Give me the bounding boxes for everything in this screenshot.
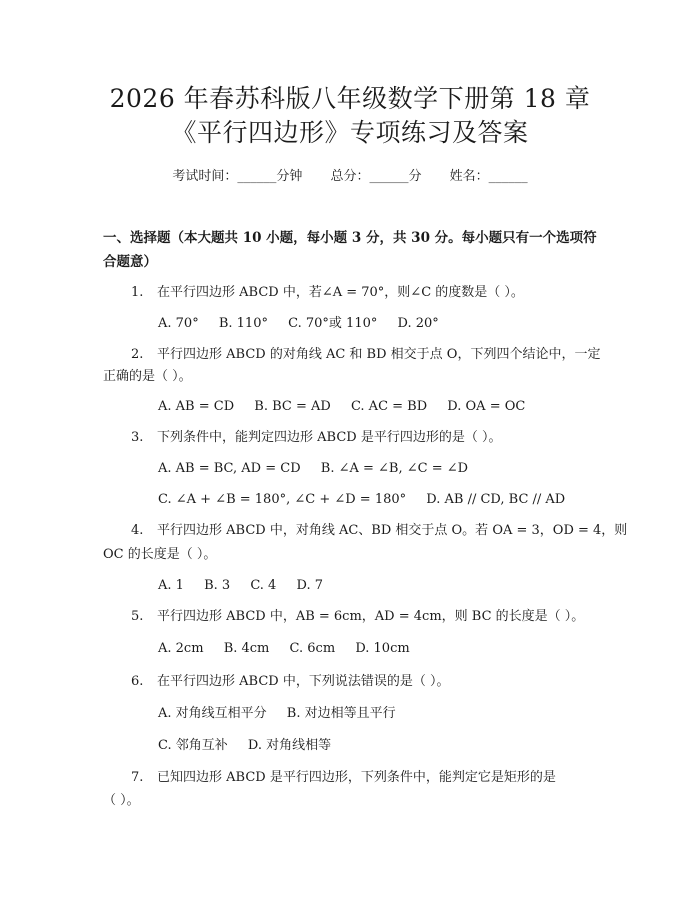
option-d: D. 10cm	[355, 641, 410, 656]
question-text: 平行四边形 ABCD 的对角线 AC 和 BD 相交于点 O，下列四个结论中，一定	[157, 347, 601, 362]
question-text: 已知四边形 ABCD 是平行四边形，下列条件中，能判定它是矩形的是	[157, 770, 556, 785]
exam-meta	[0, 168, 700, 186]
question-text: 在平行四边形 ABCD 中，下列说法错误的是（ ）。	[157, 674, 450, 689]
document-title-line1: 2026 年春苏科版八年级数学下册第 18 章	[109, 84, 591, 113]
question-number: 4.	[131, 523, 144, 538]
question-3	[131, 428, 501, 448]
option-c: C. 6cm	[289, 641, 336, 656]
question-text: 平行四边形 ABCD 中，对角线 AC、BD 相交于点 O。若 OA = 3，OD = 4，则	[157, 523, 628, 538]
document-title-line2: 《平行四边形》专项练习及答案	[171, 118, 529, 147]
question-7-continuation: （ ）。	[103, 793, 140, 808]
option-d: D. AB // CD, BC // AD	[426, 492, 566, 507]
option-c: C. 邻角互补	[158, 738, 228, 753]
option-c: C. ∠A + ∠B = 180°, ∠C + ∠D = 180°	[158, 492, 407, 507]
option-c: C. 4	[250, 578, 277, 593]
option-b: B. 110°	[218, 316, 268, 331]
question-6-options-row1	[158, 704, 412, 724]
section-heading: 一、选择题（本大题共 10 小题，每小题 3 分，共 30 分。每小题只有一个选项符合题意）	[103, 230, 597, 270]
option-d: D. OA = OC	[447, 399, 526, 414]
option-b: B. BC = AD	[254, 399, 331, 414]
option-d: D. 7	[296, 578, 323, 593]
exam-time-field: 考试时间：______分钟	[172, 169, 303, 184]
question-1	[131, 283, 524, 303]
option-a: A. 2cm	[158, 641, 204, 656]
option-a: A. 1	[158, 578, 184, 593]
question-3-options-row2	[158, 490, 581, 510]
question-3-options-row1	[158, 459, 484, 479]
option-c: C. 70°或 110°	[288, 316, 378, 331]
question-text: 下列条件中，能判定四边形 ABCD 是平行四边形的是（ ）。	[157, 430, 502, 445]
question-number: 1.	[131, 285, 144, 300]
question-7	[131, 768, 556, 788]
question-text: 在平行四边形 ABCD 中，若∠A = 70°，则∠C 的度数是（ ）。	[157, 285, 524, 300]
option-a: A. 70°	[158, 316, 199, 331]
exam-score-field: 总分：______分	[330, 169, 422, 184]
option-a: A. 对角线互相平分	[158, 706, 267, 721]
option-b: B. 3	[204, 578, 231, 593]
question-4	[131, 521, 627, 541]
option-a: A. AB = BC, AD = CD	[158, 461, 301, 476]
question-6-options-row2	[158, 736, 347, 756]
exam-name-field: 姓名：______	[449, 169, 528, 184]
question-number: 6.	[131, 674, 144, 689]
question-5-options	[158, 639, 426, 659]
option-b: B. ∠A = ∠B, ∠C = ∠D	[320, 461, 469, 476]
option-b: B. 4cm	[223, 641, 270, 656]
question-number: 3.	[131, 430, 144, 445]
question-text: 平行四边形 ABCD 中，AB = 6cm，AD = 4cm，则 BC 的长度是（ ）。	[157, 609, 585, 624]
question-4-options	[158, 576, 339, 596]
question-number: 2.	[131, 347, 144, 362]
question-2-options	[158, 397, 541, 417]
option-d: D. 20°	[397, 316, 439, 331]
question-number: 7.	[131, 770, 144, 785]
question-number: 5.	[131, 609, 144, 624]
question-2	[131, 345, 600, 365]
question-4-continuation: OC 的长度是（ ）。	[103, 547, 217, 562]
option-a: A. AB = CD	[158, 399, 235, 414]
option-d: D. 对角线相等	[247, 738, 332, 753]
question-6	[131, 672, 449, 692]
option-b: B. 对边相等且平行	[286, 706, 396, 721]
question-2-continuation: 正确的是（ ）。	[103, 369, 192, 384]
question-1-options	[158, 314, 455, 334]
option-c: C. AC = BD	[350, 399, 428, 414]
question-5	[131, 607, 584, 627]
